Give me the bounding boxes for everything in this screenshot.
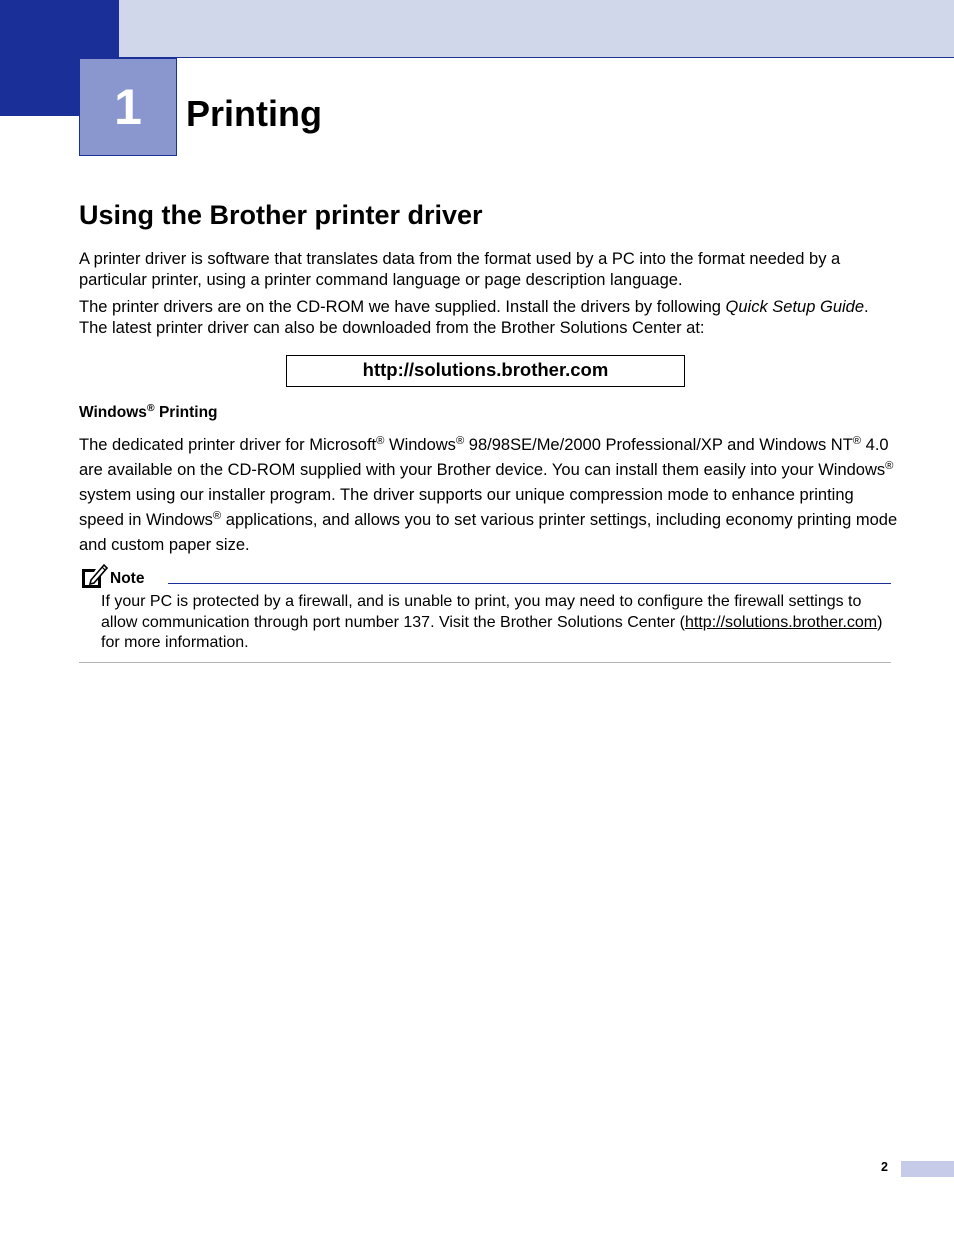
chapter-number-box [79,58,177,156]
drivers-text-2: . The latest printer driver can also be downloaded from the Brother Solutions Center at: [79,298,869,337]
page-number: 2 [881,1160,888,1174]
note-text [101,592,897,654]
quick-setup-guide-ref: Quick Setup Guide [725,298,865,316]
windows-text-5: system using our installer program. The driver supports our unique compression mode to enhance printing speed in Windows [79,486,854,529]
solutions-url[interactable]: http://solutions.brother.com [362,359,609,380]
drivers-text-1: The printer drivers are on the CD-ROM we have supplied. Install the drivers by following [79,298,726,316]
registered-mark: ® [212,509,222,522]
solutions-url-box [286,355,685,387]
chapter-number: 1 [114,79,142,135]
note-text-2: ) for more information. [101,613,883,651]
windows-text-6: applications, and allows you to set various printer settings, including economy printing mode and custom paper size. [79,511,898,554]
note-bottom-divider [79,662,891,663]
windows-text-2: Windows [384,436,456,454]
registered-mark: ® [376,434,385,447]
intro-paragraph: A printer driver is software that translates data from the format used by a PC into the format needed by a particular printer, using a printer command language or page description language. [79,250,841,289]
note-divider [168,583,891,584]
windows-printing-heading [79,402,218,424]
windows-text-1: The dedicated printer driver for Microsoft [79,436,377,454]
windows-paragraph [79,433,899,558]
registered-mark: ® [852,434,862,447]
printing-heading-text: Printing [154,404,218,421]
chapter-title: Printing [186,93,322,134]
windows-text-3: 98/98SE/Me/2000 Professional/XP and Windows NT [464,436,853,454]
page-number-tab [901,1161,954,1177]
solutions-link[interactable]: http://solutions.brother.com [685,613,878,631]
registered-mark: ® [885,459,894,472]
windows-text-4: 4.0 are available on the CD-ROM supplied with your Brother device. You can install them easily into your Windows [79,436,889,479]
section-title: Using the Brother printer driver [79,200,483,230]
note-text-1: If your PC is protected by a firewall, and is unable to print, you may need to configure the firewall settings to allow communication through port number 137. Visit the Brother Solutions Center ( [101,593,862,631]
registered-mark: ® [146,402,155,415]
note-label: Note [110,570,145,587]
windows-heading-text: Windows [79,404,147,421]
drivers-paragraph [79,297,899,338]
registered-mark: ® [455,434,465,447]
header-band-light [119,0,954,58]
note-pencil-icon [80,563,108,589]
